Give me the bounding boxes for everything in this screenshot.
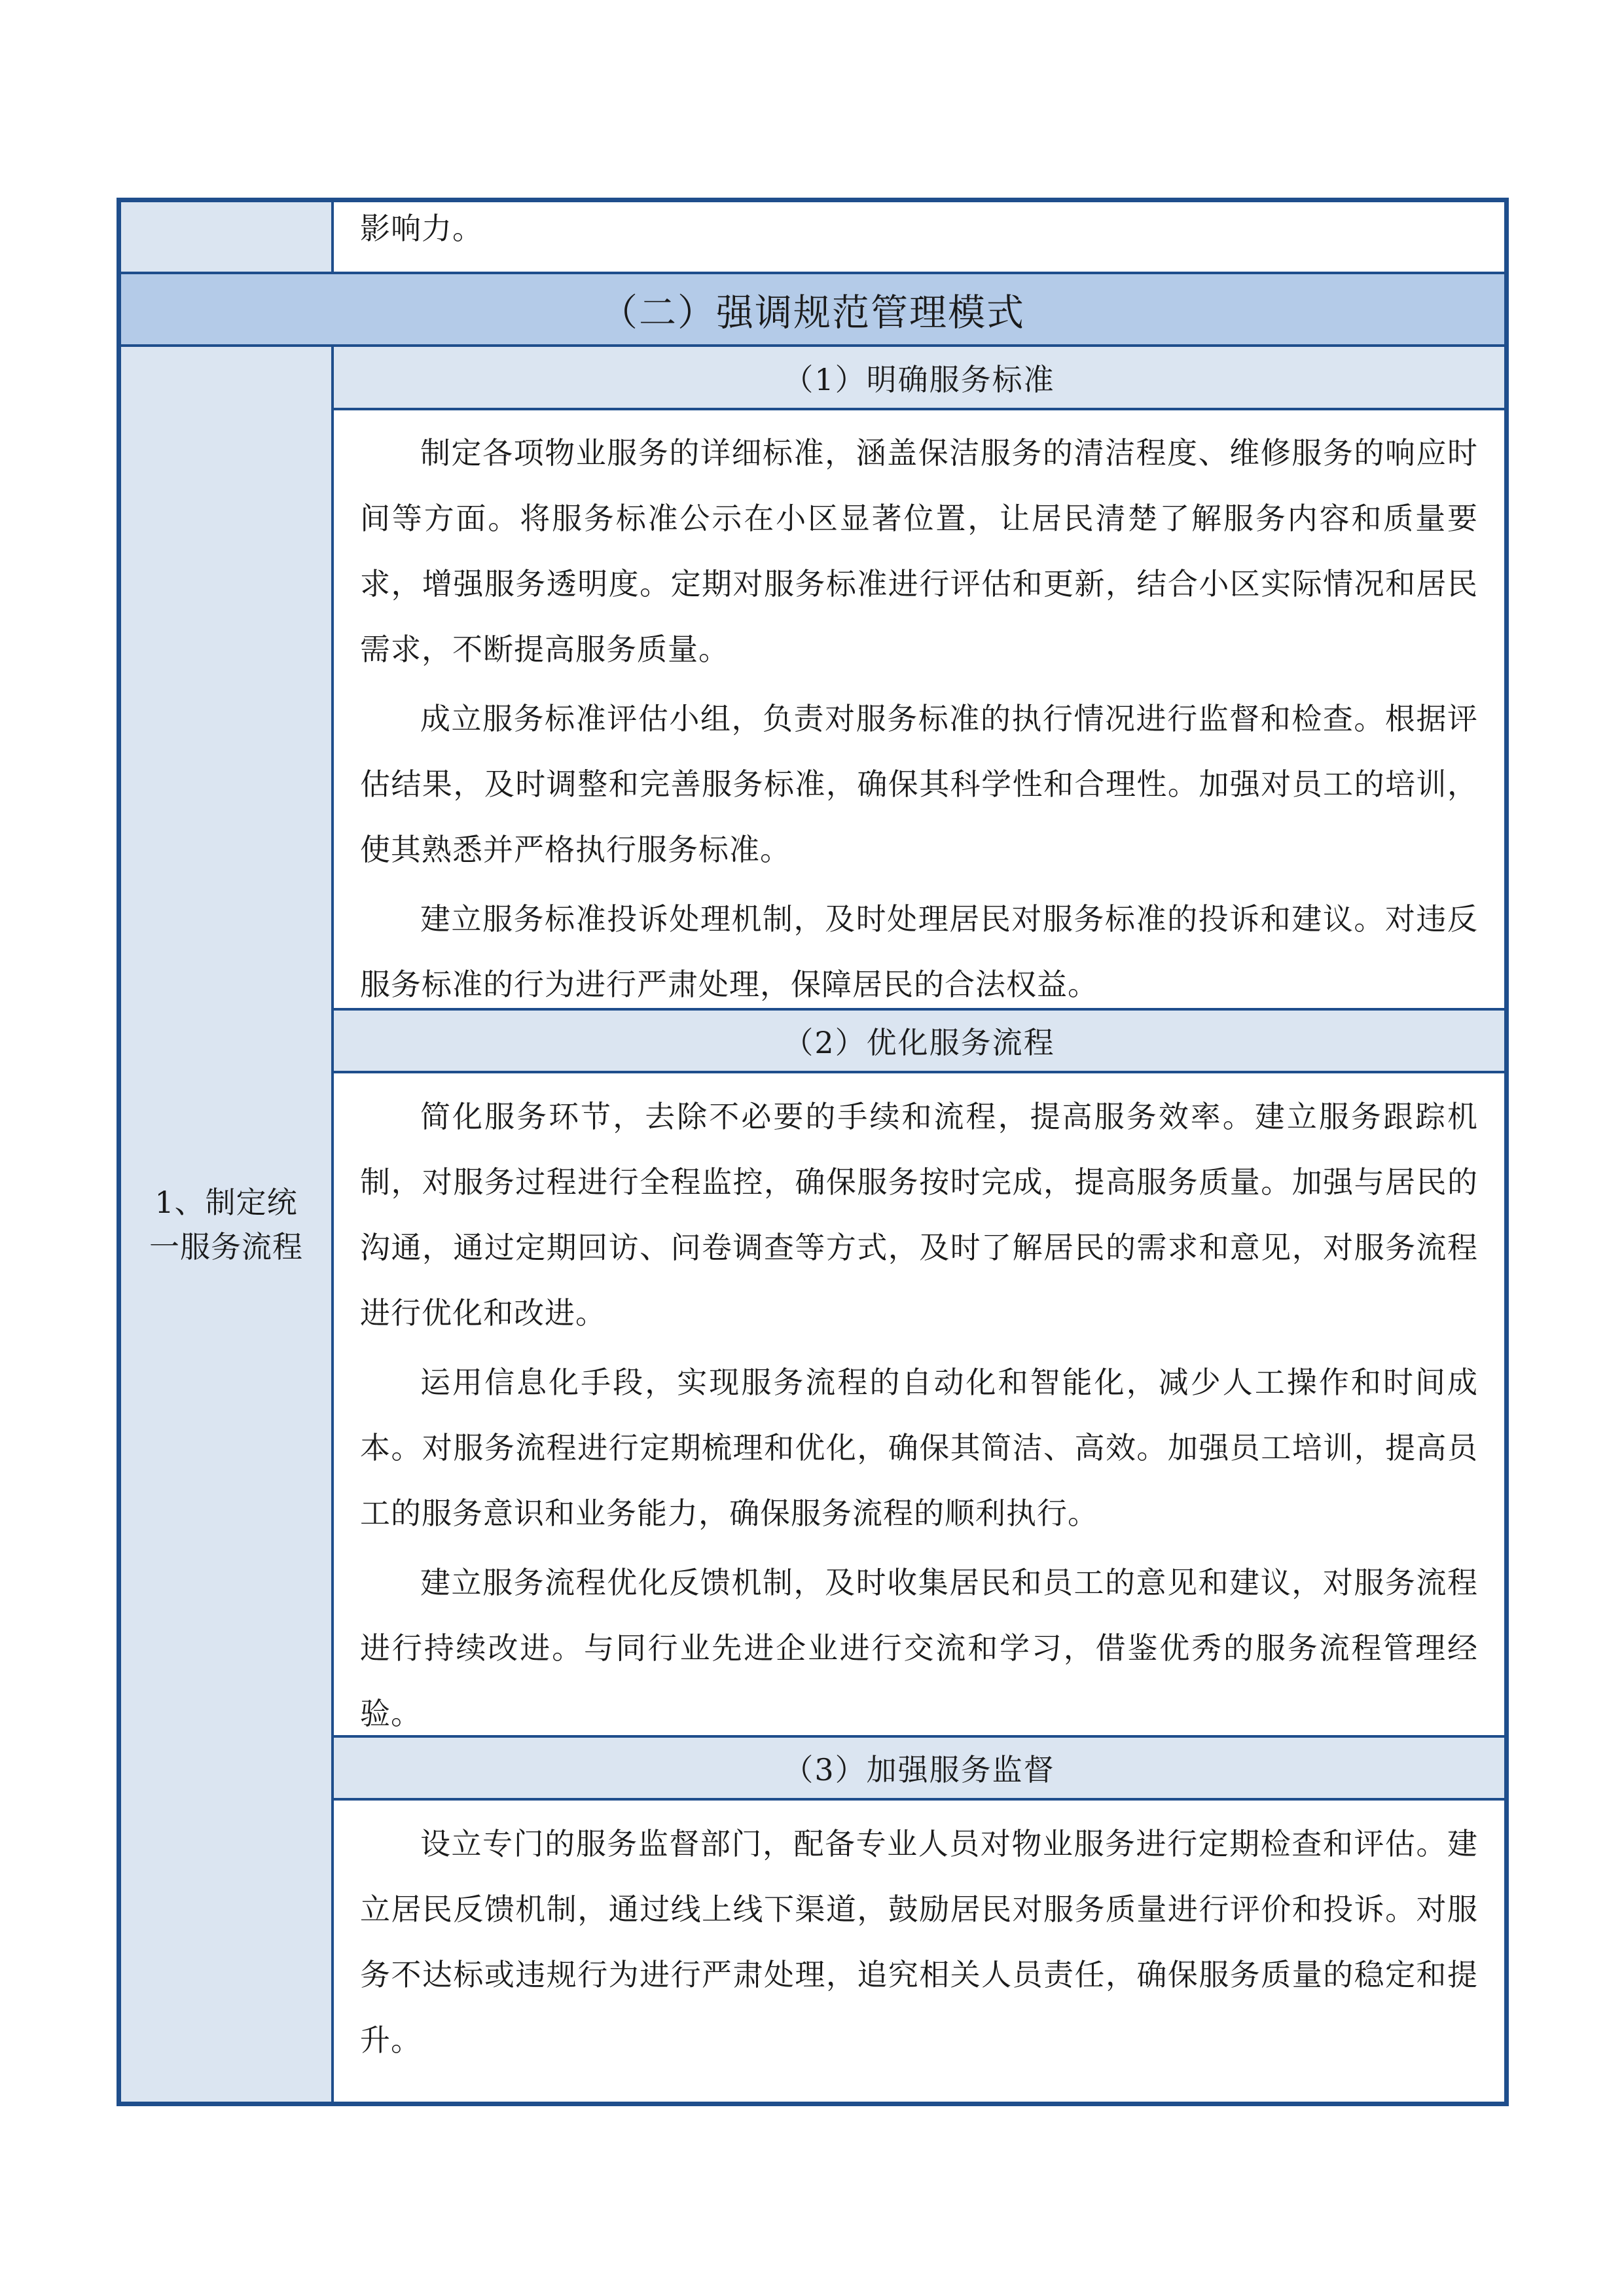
divider: [334, 1008, 1504, 1011]
left-category-label: 1、制定统一服务流程: [121, 347, 331, 2102]
paragraph: 成立服务标准评估小组，负责对服务标准的执行情况进行监督和检查。根据评估结果，及时调整和完善服务标准，确保其科学性和合理性。加强对员工的培训，使其熟悉并严格执行服务标准。: [360, 701, 1478, 867]
subsection-heading-2: （2）优化服务流程: [334, 1011, 1504, 1071]
divider: [121, 344, 1504, 347]
continued-text: 影响力。: [360, 211, 483, 246]
subsection-body-3: [334, 1801, 1504, 2102]
section-title: （二）强调规范管理模式: [121, 274, 1504, 344]
paragraph: 建立服务流程优化反馈机制，及时收集居民和员工的意见和建议，对服务流程进行持续改进。与同行业先进企业进行交流和学习，借鉴优秀的服务流程管理经验。: [360, 1565, 1478, 1731]
divider: [331, 202, 334, 272]
top-content-cell: [334, 202, 1504, 272]
divider: [334, 1798, 1504, 1801]
top-left-cell: [121, 202, 331, 272]
divider: [334, 1735, 1504, 1738]
paragraph: 运用信息化手段，实现服务流程的自动化和智能化，减少人工操作和时间成本。对服务流程进行定期梳理和优化，确保其简洁、高效。加强员工培训，提高员工的服务意识和业务能力，确保服务流程的顺利执行。: [360, 1365, 1478, 1531]
paragraph: 建立服务标准投诉处理机制，及时处理居民对服务标准的投诉和建议。对违反服务标准的行为进行严肃处理，保障居民的合法权益。: [360, 901, 1478, 1002]
paragraph: 简化服务环节，去除不必要的手续和流程，提高服务效率。建立服务跟踪机制，对服务过程进行全程监控，确保服务按时完成，提高服务质量。加强与居民的沟通，通过定期回访、问卷调查等方式，及时了解居民的需求和意见，对服务流程进行优化和改进。: [360, 1099, 1478, 1331]
divider: [334, 1071, 1504, 1073]
divider: [331, 347, 334, 2102]
subsection-heading-1: （1）明确服务标准: [334, 347, 1504, 408]
subsection-heading-3: （3）加强服务监督: [334, 1738, 1504, 1798]
divider: [334, 408, 1504, 410]
divider: [121, 272, 1504, 274]
paragraph: 制定各项物业服务的详细标准，涵盖保洁服务的清洁程度、维修服务的响应时间等方面。将服务标准公示在小区显著位置，让居民清楚了解服务内容和质量要求，增强服务透明度。定期对服务标准进行评估和更新，结合小区实际情况和居民需求，不断提高服务质量。: [360, 435, 1478, 667]
paragraph: 设立专门的服务监督部门，配备专业人员对物业服务进行定期检查和评估。建立居民反馈机制，通过线上线下渠道，鼓励居民对服务质量进行评价和投诉。对服务不达标或违规行为进行严肃处理，追究相关人员责任，确保服务质量的稳定和提升。: [360, 1826, 1478, 2058]
plan-table: [117, 198, 1509, 2106]
